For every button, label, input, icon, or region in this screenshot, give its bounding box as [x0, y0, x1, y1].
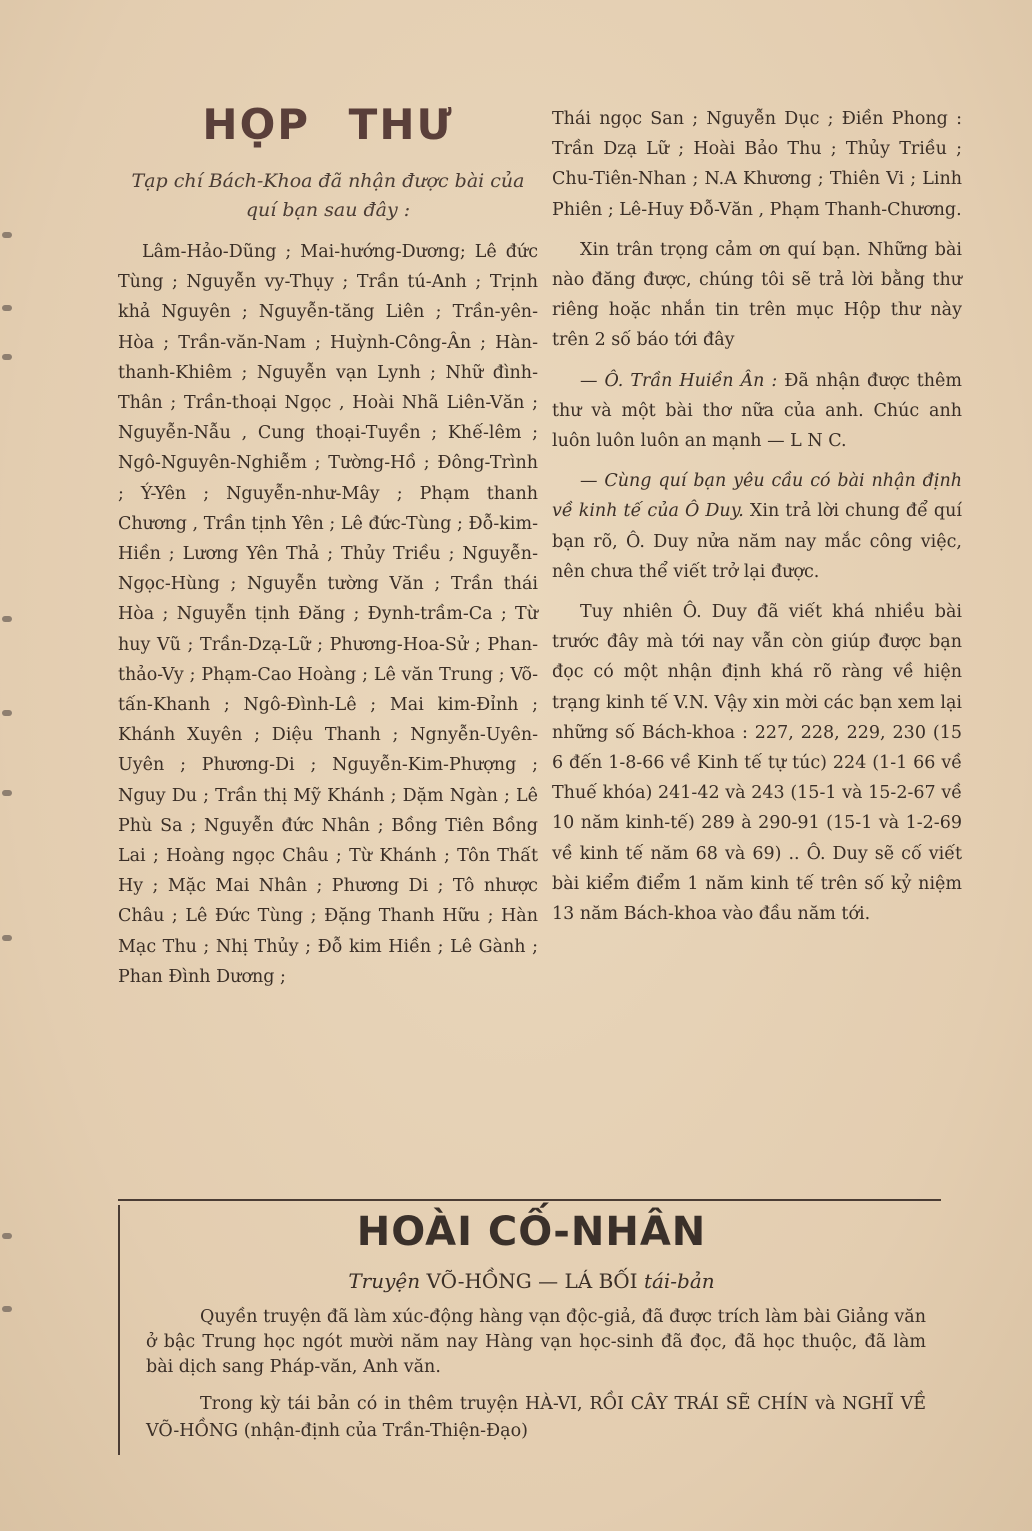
ad-sub-main: VÕ-HỒNG — LÁ BỐI [426, 1269, 638, 1293]
contributor-names-continued: Thái ngọc San ; Nguyễn Dục ; Điền Phong : Trần Dzạ Lữ ; Hoài Bảo Thu ; Thủy Triều ; Chu-Tiên-Nhan ; N.A Khương ; Thiên Vi ; Linh Phiên ; Lê-Huy Đỗ-Văn , Phạm Thanh-Chương. [552, 109, 962, 220]
intro-text: Tạp chí Bách-Khoa đã nhận được bài của quí bạn sau đây : [131, 170, 525, 221]
ad-subtitle [120, 1269, 943, 1293]
edge-mark [2, 790, 12, 796]
page-title: HỌP THƯ [202, 100, 454, 149]
ad-reprint-note: Trong kỳ tái bản có in thêm truyện HÀ-VI, RỒI CÂY TRÁI SẼ CHÍN và NGHĨ VỀ VÕ-HỒNG (nhận-định của Trần-Thiện-Đạo) [146, 1394, 926, 1441]
reply-economics [552, 466, 962, 587]
contributor-names: Lâm-Hảo-Dũng ; Mai-hướng-Dương; Lê đức Tùng ; Nguyễn vy-Thụy ; Trần tú-Anh ; Trịnh khả Nguyên ; Nguyễn-tăng Liên ; Trần-yên-Hòa ; Trần-văn-Nam ; Huỳnh-Công-Ân ; Hàn-thanh-Khiêm ; Nguyễn vạn Lynh ; Nhữ đình-Thân ; Trần-thoại Ngọc , Hoài Nhã Liên-Văn ; Nguyễn-Nẫu , Cung thoại-Tuyền ; Khế-lêm ; Ngô-Nguyên-Nghiễm ; Tường-Hồ ; Đông-Trình ; Ý-Yên ; Nguyễn-như-Mây ; Phạm thanh Chương , Trần tịnh Yên ; Lê đức-Tùng ; Đỗ-kim-Hiền ; Lương Yên Thả ; Thủy Triều ; Nguyễn-Ngọc-Hùng ; Nguyễn tường Văn ; Trần thái Hòa ; Nguyễn tịnh Đăng ; Đynh-trầm-Ca ; Từ huy Vũ ; Trần-Dzạ-Lữ ; Phương-Hoa-Sử ; Phan-thảo-Vy ; Phạm-Cao Hoàng ; Lê văn Trung ; Võ-tấn-Khanh ; Ngô-Đình-Lê ; Mai kim-Đỉnh ; Khánh Xuyên ; Diệu Thanh ; Ngnyễn-Uyên-Uyên ; Phương-Di ; Nguyễn-Kim-Phượng ; Nguy Du ; Trần thị Mỹ Khánh ; Dặm Ngàn ; Lê Phù Sa ; Nguyễn đức Nhân ; Bồng Tiên Bồng Lai ; Hoàng ngọc Châu ; Từ Khánh ; Tôn Thất Hy ; Mặc Mai Nhân ; Phương Di ; Tô nhược Châu ; Lê Đức Tùng ; Đặng Thanh Hữu ; Hàn Mạc Thu ; Nhị Thủy ; Đỗ kim Hiền ; Lê Gành ; Phan Đình Dương ; [118, 242, 538, 987]
reply-addressee: — Ô. Trần Huiền Ân : [580, 370, 778, 391]
ad-sub-prefix: Truyện [348, 1269, 421, 1293]
left-column [118, 100, 538, 992]
reply-lead: — Cùng quí bạn yêu cầu có bài nhận định về kinh tế của Ô Duy. [552, 471, 962, 522]
edge-mark [2, 354, 12, 360]
reply-tran-huien-an [552, 366, 962, 457]
edge-mark [2, 232, 12, 238]
reply-body: Đã nhận được thêm thư và một bài thơ nữa của anh. Chúc anh luôn luôn luôn an mạnh — L N C. [552, 370, 962, 452]
reply-economics-continued: Tuy nhiên Ô. Duy đã viết khá nhiều bài trước đây mà tới nay vẫn còn giúp được bạn đọc có một nhận định khá rõ ràng về hiện trạng kinh tế V.N. Vậy xin mời các bạn xem lại những số Bách-khoa : 227, 228, 229, 230 (15 6 đến 1-8-66 về Kinh tế tự túc) 224 (1-1 66 về Thuế khóa) 241-42 và 243 (15-1 và 15-2-67 về 10 năm kinh-tế) 289 à 290-91 (15-1 và 1-2-69 về kinh tế năm 68 và 69) .. Ô. Duy sẽ cố viết bài kiểm điểm 1 năm kinh tế trên số kỷ niệm 13 năm Bách-khoa vào đầu năm tới. [552, 602, 962, 925]
edge-mark [2, 305, 12, 311]
edge-mark [2, 710, 12, 716]
edge-mark [2, 1233, 12, 1239]
edge-mark [2, 616, 12, 622]
ad-sub-suffix: tái-bản [643, 1269, 715, 1293]
book-advertisement [118, 1205, 943, 1455]
reply-body: Xin trả lời chung để quí bạn rõ, Ô. Duy nửa năm nay mắc công việc, nên chưa thể viết trở lại được. [552, 501, 962, 582]
thanks-paragraph: Xin trân trọng cảm ơn quí bạn. Những bài nào đăng được, chúng tôi sẽ trả lời bằng thư riêng hoặc nhắn tin trên mục Hộp thư này trên 2 số báo tới đây [552, 239, 962, 351]
ad-description: Quyền truyện đã làm xúc-động hàng vạn độc-giả, đã được trích làm bài Giảng văn ở bậc Trung học ngót mười năm nay Hàng vạn học-sinh đã đọc, đã học thuộc, đã làm bài dịch sang Pháp-văn, Anh văn. [146, 1307, 926, 1377]
right-column [552, 104, 962, 939]
ad-title: HOÀI CỐ-NHÂN [356, 1209, 707, 1255]
section-divider [118, 1199, 941, 1201]
edge-mark [2, 935, 12, 941]
edge-mark [2, 1306, 12, 1312]
